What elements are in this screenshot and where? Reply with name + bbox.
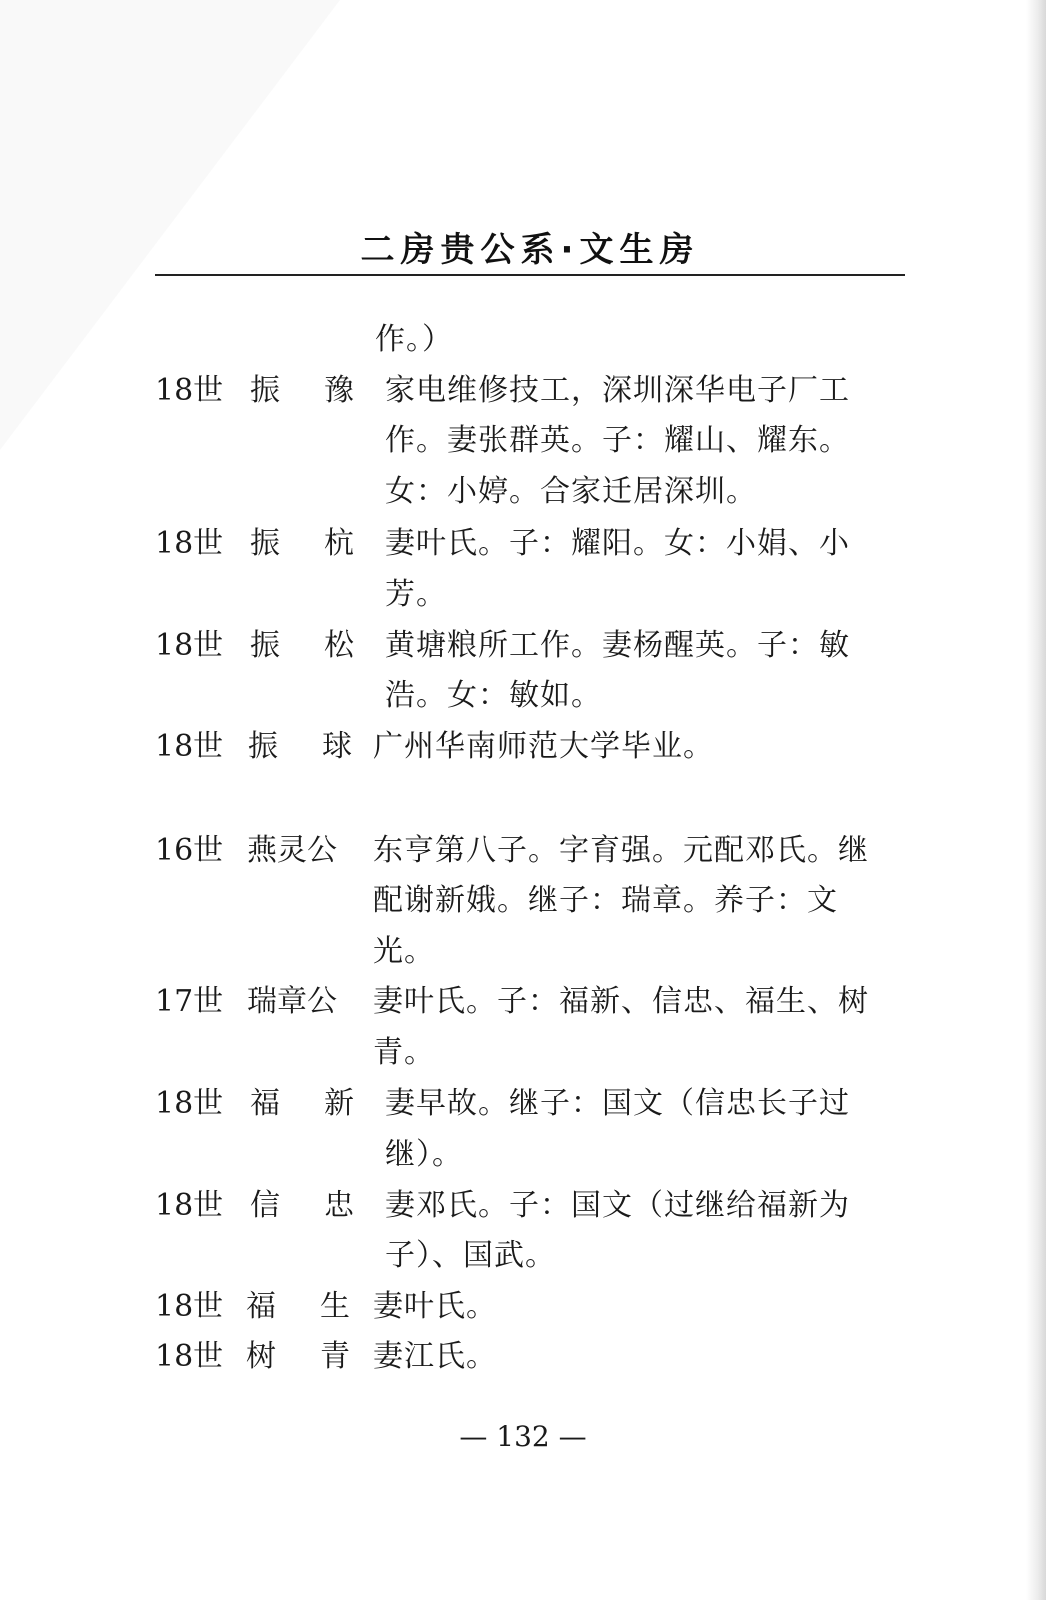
entry-name: 振 松 (250, 628, 354, 663)
entry-generation: 18世 (155, 373, 224, 408)
entry-text-line: 妻叶氏。子：福新、信忠、福生、树 (373, 984, 869, 1019)
entry-name: 振 豫 (250, 373, 354, 408)
entry-generation: 18世 (155, 1086, 224, 1121)
entry-text-line: 女：小婷。合家迁居深圳。 (385, 474, 757, 509)
entry-generation: 18世 (155, 526, 224, 561)
entry-text-line: 妻叶氏。子：耀阳。女：小娟、小 (385, 526, 850, 561)
entry-generation: 18世 (155, 628, 224, 663)
entry-text-line: 妻邓氏。子：国文（过继给福新为 (385, 1188, 850, 1223)
header-rule (155, 274, 905, 276)
page-number: — 132 — (459, 1420, 587, 1453)
entry-generation: 18世 (155, 729, 224, 764)
entry-text-line: 青。 (373, 1035, 435, 1070)
entry-name: 燕灵公 (247, 833, 337, 868)
entry-generation: 17世 (155, 984, 224, 1019)
running-header: 二房贵公系·文生房 (360, 230, 700, 270)
entry-text-line: 继）。 (385, 1137, 463, 1172)
entry-generation: 16世 (155, 833, 224, 868)
scan-edge (1026, 0, 1046, 1600)
entry-text-line: 家电维修技工，深圳深华电子厂工 (385, 373, 850, 408)
entry-text-line: 黄塘粮所工作。妻杨醒英。子：敏 (385, 628, 850, 663)
entry-text-line: 广州华南师范大学毕业。 (373, 729, 714, 764)
entry-generation: 18世 (155, 1188, 224, 1223)
entry-text-line: 妻叶氏。 (373, 1289, 497, 1324)
entry-text-line: 浩。女：敏如。 (385, 678, 602, 713)
entry-text-line: 芳。 (385, 577, 447, 612)
entry-text-line: 光。 (373, 934, 435, 969)
entry-name: 福 新 (250, 1086, 354, 1121)
entry-text-line: 作。妻张群英。子：耀山、耀东。 (385, 423, 850, 458)
entry-name: 振 球 (248, 729, 352, 764)
entry-name: 信 忠 (250, 1188, 354, 1223)
entry-name: 福 生 (246, 1289, 350, 1324)
entry-text-line: 东亨第八子。字育强。元配邓氏。继 (373, 833, 869, 868)
entry-text-line: 子）、国武。 (385, 1238, 556, 1273)
entry-name: 树 青 (246, 1339, 350, 1374)
entry-text-line: 妻早故。继子：国文（信忠长子过 (385, 1086, 850, 1121)
entry-generation: 18世 (155, 1289, 224, 1324)
entry-name: 振 杭 (250, 526, 354, 561)
entry-text-line: 妻江氏。 (373, 1339, 497, 1374)
entry-generation: 18世 (155, 1339, 224, 1374)
continuation-text: 作。） (375, 322, 453, 357)
entry-name: 瑞章公 (247, 984, 337, 1019)
entry-text-line: 配谢新娥。继子：瑞章。养子：文 (373, 883, 838, 918)
